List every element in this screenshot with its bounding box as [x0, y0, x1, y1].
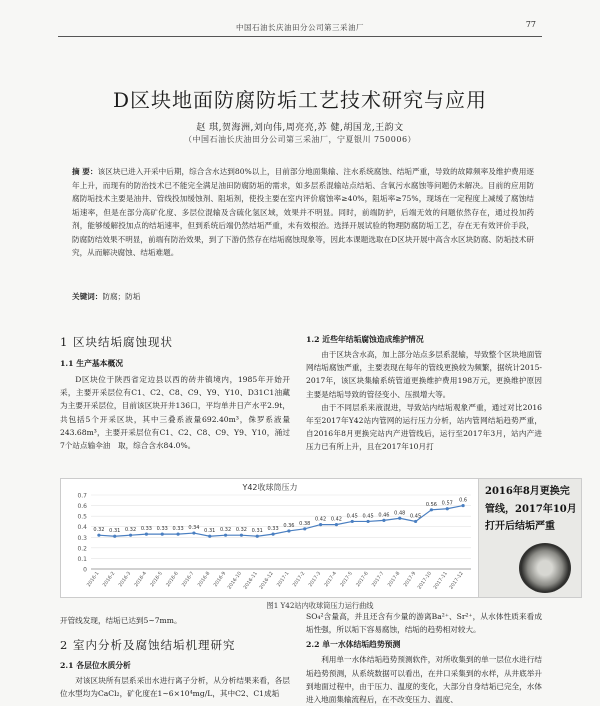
data-point: [351, 520, 354, 523]
x-tick-label: 2017-8: [387, 571, 402, 589]
x-tick-label: 2017-12: [449, 571, 465, 591]
right-column-lower: [306, 610, 542, 706]
data-label: 0.48: [394, 510, 406, 517]
section-1-1-continued: 开管线发现，结垢已达到5~7mm。: [60, 616, 182, 625]
data-point: [398, 517, 401, 520]
x-tick-label: 2016-5: [150, 571, 164, 589]
y-tick-label: 0: [83, 566, 87, 574]
data-label: 0.33: [156, 526, 168, 533]
data-point: [461, 504, 464, 507]
data-label: 0.32: [220, 527, 232, 534]
data-point: [192, 531, 195, 534]
section-2-heading: 2 室内分析及腐蚀结垢机理研究: [60, 638, 236, 653]
data-label: 0.33: [172, 526, 184, 533]
left-column-lower: [60, 614, 290, 701]
section-1-2-paragraph-2: 由于不同层系来液混进，导致站内结垢观象严重，通过对比2016年至2017年Y42站内管网的运行压力分析，站内管网结垢趋势严重，自2016年8月更换完站内产进管线后，运行至2017年3月，站内产进压力已有所上升，且在2017年10月打: [306, 402, 542, 452]
left-column: [60, 334, 290, 452]
data-point: [208, 535, 211, 538]
data-label: 0.32: [235, 527, 247, 534]
data-point: [287, 529, 290, 532]
data-point: [113, 535, 116, 538]
y-tick-label: 0.4: [77, 524, 87, 532]
data-point: [414, 520, 417, 523]
data-point: [303, 527, 306, 530]
data-label: 0.31: [251, 528, 263, 535]
x-tick-label: 2016-4: [134, 571, 149, 589]
data-label: 0.42: [315, 516, 327, 523]
data-label: 0.6: [459, 497, 468, 504]
data-point: [430, 508, 433, 511]
x-tick-label: 2016-6: [165, 571, 180, 589]
figure-caption: 图1 Y42站内收球筒压力运行曲线: [266, 601, 374, 610]
right-column: [306, 334, 542, 454]
header-rule: [58, 36, 542, 37]
series-line: [99, 506, 463, 537]
section-1-2-heading: 1.2 近些年结垢腐蚀造成维护情况: [306, 335, 424, 344]
data-point: [319, 523, 322, 526]
keywords-text: 防腐；防垢: [102, 292, 141, 301]
photo-annotation: 2016年8月更换完管线，2017年10月打开后结垢严重: [485, 486, 577, 532]
data-point: [176, 533, 179, 536]
y-tick-label: 0.5: [77, 513, 87, 521]
data-point: [129, 534, 132, 537]
data-point: [145, 533, 148, 536]
data-label: 0.34: [188, 525, 200, 532]
abstract: [72, 165, 534, 260]
x-tick-label: 2017-7: [371, 571, 386, 589]
data-point: [161, 533, 164, 536]
section-1-1-text: D区块位于陕西省定边县以西的砖井镇境内，1985年开始开采，主要开采层位有C1、C2、C8、C9、Y9、Y10、D31C1油藏为主要开采层位，目前该区块开井136口，平均单井日产水平2.9t，共包括5个开采区块，其中三叠系液量692.40m³，侏罗系液量243.68m³，主要开采层位有C1、C2、C8、C9、Y9、Y10，涌过7个站点输伞油 取，综合含水84.0%。: [60, 375, 290, 451]
data-label: 0.32: [93, 527, 105, 534]
data-label: 0.32: [125, 527, 137, 534]
section-2-2-heading: 2.2 单一水体结垢趋势预测: [306, 640, 401, 650]
data-point: [335, 523, 338, 526]
data-point: [97, 534, 100, 537]
x-tick-label: 2016-12: [259, 571, 275, 591]
data-label: 0.46: [378, 512, 390, 519]
x-tick-label: 2017-11: [433, 571, 449, 591]
data-point: [446, 507, 449, 510]
abstract-label: 摘 要：: [72, 167, 98, 176]
data-point: [382, 519, 385, 522]
running-head: 中国石油长庆油田分公司第三采油厂: [236, 23, 364, 32]
data-point: [366, 520, 369, 523]
y-tick-label: 0.7: [77, 492, 87, 500]
x-tick-label: 2017-2: [292, 571, 307, 589]
pressure-line-chart: [61, 479, 479, 597]
data-label: 0.31: [204, 528, 216, 535]
section-1-heading: 1 区块结垢腐蚀现状: [60, 335, 173, 349]
x-tick-label: 2016-3: [118, 571, 133, 589]
y-tick-label: 0.1: [77, 555, 87, 563]
data-label: 0.33: [267, 526, 279, 533]
section-1-2-paragraph-1: 由于区块含水高，加上部分站点多层系混输，导致整个区块地面管网结垢腐蚀严重，主要表现在每年的管线更换较为频繁，据统计2015-2017年，该区块集输系统管道更换维护费用198万元，更换维护原因主要是结垢导致的管径变小、压损增大等。: [306, 350, 542, 399]
data-label: 0.45: [410, 513, 422, 520]
page-number: 77: [525, 20, 536, 29]
section-2-1-heading: 2.1 各层位水质分析: [60, 661, 131, 671]
y-tick-label: 0.3: [77, 534, 87, 542]
author-list: 赵 琪,贺海洲,刘向伟,周亮亮,苏 健,胡国龙,王韵文: [196, 123, 404, 133]
affiliation: （中国石油长庆油田分公司第三采油厂，宁夏银川 750006）: [183, 135, 417, 144]
data-label: 0.38: [299, 520, 311, 527]
figure-photo: [478, 478, 582, 598]
x-tick-label: 2017-3: [308, 571, 323, 589]
keywords-label: 关键词：: [72, 292, 103, 301]
x-tick-label: 2017-9: [403, 571, 418, 589]
data-label: 0.33: [140, 526, 152, 533]
section-2-1-text: 对该区块所有层系采出水进行离子分析，从分析结果来看，各层位水型均为CaCl₂，矿化度在1~6×10⁴mg/L，其中C2、C1成垢: [60, 676, 290, 699]
scaled-pipe-image: [519, 543, 571, 593]
data-label: 0.56: [425, 501, 437, 508]
chart-title: Y42收球筒压力: [242, 483, 298, 492]
data-point: [271, 533, 274, 536]
paper-title: D区块地面防腐防垢工艺技术研究与应用: [112, 88, 488, 112]
right-column-continued: SO₄²含量高，并且还含有少量的游离Ba²⁺、Sr²⁺，从水体性质来看成垢性强，所以垢下容易腐蚀，结垢的趋势相对较大。: [306, 612, 542, 635]
x-tick-label: 2016-7: [181, 571, 196, 589]
x-tick-label: 2017-1: [276, 571, 291, 589]
x-tick-label: 2017-5: [340, 571, 354, 589]
section-2-2-text: 利用单一水体结垢趋势预测软件，对所收集到的单一层位水进行结垢趋势预测，从系统数据可以看出，在井口采集到的水样，从井底举升到地面过程中，由于压力、温度的变化，大部分自身结垢已完全，水体进入地面集输流程后，在不改变压力、温度、: [306, 655, 542, 705]
data-label: 0.45: [362, 513, 374, 520]
data-point: [224, 534, 227, 537]
section-1-1-heading: 1.1 生产基本概况: [60, 359, 124, 368]
x-tick-label: 2017-4: [324, 571, 339, 589]
x-tick-label: 2017-10: [417, 571, 434, 591]
x-tick-label: 2016-11: [243, 571, 259, 591]
keywords: [72, 291, 140, 302]
figure-chart: [60, 478, 480, 598]
x-tick-label: 2016-8: [197, 571, 212, 589]
data-label: 0.57: [441, 500, 453, 507]
y-tick-label: 0.6: [77, 503, 87, 511]
data-label: 0.42: [330, 516, 342, 523]
data-point: [240, 534, 243, 537]
data-point: [256, 535, 259, 538]
x-tick-label: 2016-9: [213, 571, 228, 589]
x-tick-label: 2016-2: [102, 571, 117, 589]
x-tick-label: 2016-10: [227, 571, 244, 591]
data-label: 0.36: [283, 522, 295, 529]
x-tick-label: 2017-6: [355, 571, 370, 589]
data-label: 0.31: [109, 528, 121, 535]
abstract-text: 该区块已进入开采中后期，综合含水达到80%以上，目前部分地面集输、注水系统腐蚀、结垢严重，导致的故障频率及维护费用逐年上升，而现有的防治技术已不能完全满足油田防腐防垢的需求，如多层系混输站点结垢、含氧污水腐蚀等问题仍未解决。目前的应用防腐防垢技术主要是油井、管线投加缓蚀剂、阻垢剂，使投主要在室内评价腐蚀率≥40%，阻垢率≥75%，现场在一定程度上减缓了腐蚀结垢速率，但是在部分高矿化度、多层位混输及含硫化氢区域，效果并不明显。同时，前端防护，后端无效的问题依然存在，通过投加药剂，能够缓解投加点的结垢速率，但到系统后端仍然结垢严重，未有效根治。选择开展试验的物理防腐防垢工艺，存在无有效评价手段，防腐防结效果不明显，前端有防治效果，到了下游仍然存在结垢腐蚀现象等，因此本课题选取在D区块开展中高含水区块防腐、防垢技术研究，从而解决腐蚀、结垢难题。: [72, 167, 534, 257]
x-tick-label: 2016-1: [86, 571, 101, 589]
y-tick-label: 0.2: [77, 545, 87, 553]
data-label: 0.45: [346, 513, 358, 520]
